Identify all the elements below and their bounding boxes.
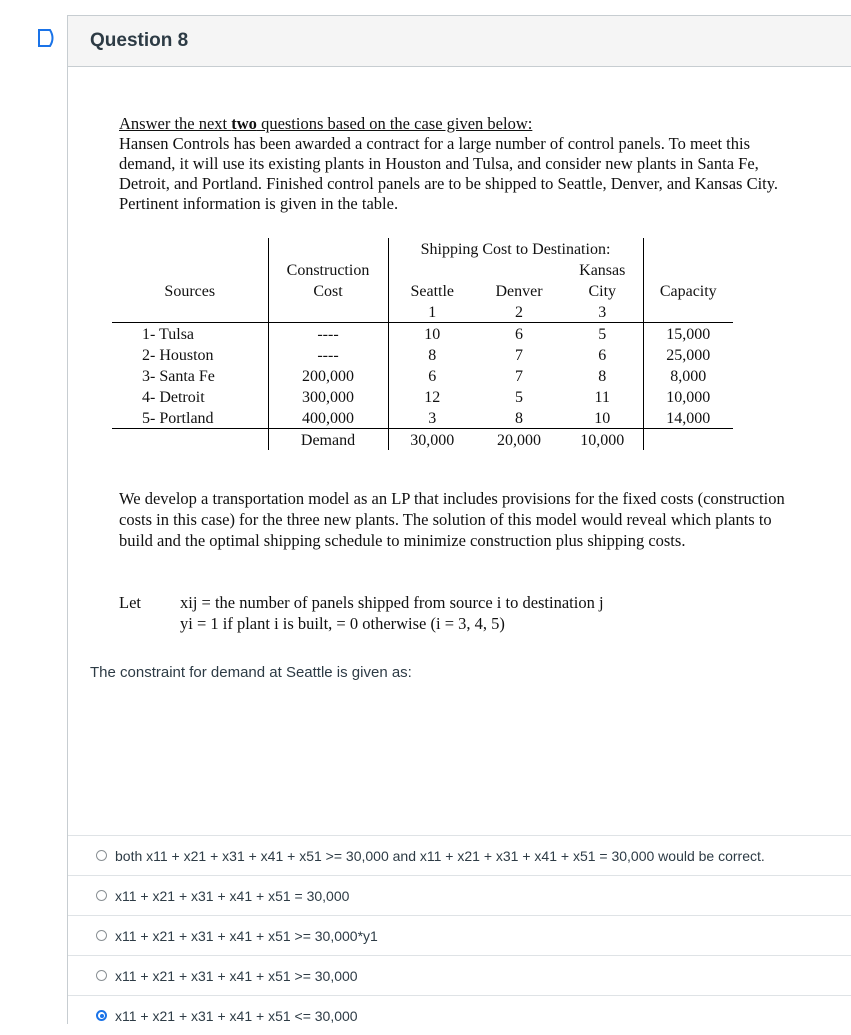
question-card (67, 15, 851, 1024)
radio-button[interactable] (96, 850, 107, 861)
denver-header: Denver (495, 283, 543, 300)
answer-list (68, 835, 851, 1035)
demand-cell: 10,000 (580, 432, 625, 449)
radio-button[interactable] (96, 930, 107, 941)
shipping-header: Shipping Cost to Destination: (388, 238, 643, 259)
cost-seattle-cell: 12 (388, 386, 476, 407)
answer-label[interactable]: x11 + x21 + x31 + x41 + x51 = 30,000 (115, 887, 350, 904)
let-label: Let (119, 593, 141, 612)
cost-denver-cell: 7 (515, 368, 523, 385)
cost-kc-cell: 11 (594, 389, 610, 406)
capacity-cell: 15,000 (643, 323, 733, 345)
kansas-header: Kansas (579, 262, 626, 279)
demand-cell: 20,000 (497, 432, 541, 449)
source-cell: 4- Detroit (142, 389, 205, 406)
table-row (112, 407, 733, 429)
source-cell: 5- Portland (112, 407, 268, 429)
case-body: Hansen Controls has been awarded a contract for a large number of control panels. To meet this demand, it will use its existing plants in Houston and Tulsa, and consider new plants in Santa Fe, Detroit, and Portland. Finished control panels are to be shipped to Seattle, Denver, and Kansas City. Pertinent information is given in the table. (119, 134, 779, 213)
demand-label: Demand (268, 429, 388, 451)
cost-kc-cell: 6 (598, 347, 607, 364)
cost-seattle-cell: 3 (388, 407, 476, 429)
flag-question-icon[interactable] (37, 29, 57, 47)
table-row (112, 323, 733, 345)
def-y: yi = 1 if plant i is built, = 0 otherwise (i = 3, 4, 5) (180, 614, 505, 633)
cost-kc-cell: 5 (598, 326, 607, 343)
cost-cell: ---- (268, 344, 388, 365)
answer-label[interactable]: x11 + x21 + x31 + x41 + x51 <= 30,000 (115, 1007, 358, 1024)
source-cell: 2- Houston (142, 347, 214, 364)
cost-seattle-cell: 10 (388, 323, 476, 345)
case-text (119, 114, 809, 214)
answer-label[interactable]: x11 + x21 + x31 + x41 + x51 >= 30,000 (115, 967, 358, 984)
capacity-cell: 10,000 (643, 386, 733, 407)
answer-option[interactable] (68, 915, 851, 955)
demand-row (112, 429, 733, 451)
source-cell: 1- Tulsa (142, 326, 195, 343)
case-intro (119, 114, 809, 134)
construction-header: Construction (268, 259, 388, 280)
radio-button-selected[interactable] (96, 1010, 107, 1021)
radio-button[interactable] (96, 890, 107, 901)
capacity-header: Capacity (643, 280, 733, 301)
dest-number: 2 (476, 301, 562, 323)
model-paragraph: We develop a transportation model as an LP that includes provisions for the fixed costs (construction costs in this case) for the three new plants. The solution of this model would reveal which plants to build and the optimal shipping schedule to minimize construction plus shipping costs. (119, 489, 785, 550)
cost-cell: 400,000 (268, 407, 388, 429)
intro-rest: questions based on the case given below: (256, 114, 533, 133)
cost-kc-cell: 8 (598, 368, 607, 385)
dest-number: 1 (388, 301, 476, 323)
sources-header: Sources (164, 283, 216, 300)
answer-option[interactable] (68, 955, 851, 995)
question-prompt: The constraint for demand at Seattle is given as: (90, 664, 412, 681)
answer-label[interactable]: x11 + x21 + x31 + x41 + x51 >= 30,000*y1 (115, 927, 378, 944)
source-cell: 3- Santa Fe (142, 368, 215, 385)
radio-button[interactable] (96, 970, 107, 981)
cost-header: Cost (268, 280, 388, 301)
table-row (112, 365, 733, 386)
shipping-table (112, 238, 733, 450)
def-x: xij = the number of panels shipped from source i to destination j (180, 593, 604, 612)
city-header: City (588, 283, 617, 300)
table-row (112, 344, 733, 365)
demand-cell: 30,000 (388, 429, 476, 451)
cost-denver-cell: 8 (476, 407, 562, 429)
capacity-cell: 14,000 (643, 407, 733, 429)
intro-text: Answer the next (119, 114, 232, 133)
answer-option[interactable] (68, 995, 851, 1035)
capacity-cell: 8,000 (643, 365, 733, 386)
intro-bold: two (231, 114, 257, 133)
answer-option[interactable] (68, 875, 851, 915)
seattle-header: Seattle (388, 280, 476, 301)
answer-option[interactable] (68, 835, 851, 875)
cost-cell: ---- (268, 323, 388, 345)
cost-seattle-cell: 8 (388, 344, 476, 365)
cost-cell: 300,000 (268, 386, 388, 407)
question-header (68, 16, 851, 67)
cost-denver-cell: 7 (515, 347, 523, 364)
table-row (112, 386, 733, 407)
question-title: Question 8 (90, 30, 189, 51)
cost-denver-cell: 5 (515, 389, 523, 406)
capacity-cell: 25,000 (643, 344, 733, 365)
cost-cell: 200,000 (268, 365, 388, 386)
cost-seattle-cell: 6 (388, 365, 476, 386)
cost-kc-cell: 10 (562, 407, 643, 429)
answer-label[interactable]: both x11 + x21 + x31 + x41 + x51 >= 30,000 and x11 + x21 + x31 + x41 + x51 = 30,000 would be correct. (115, 847, 765, 864)
cost-denver-cell: 6 (515, 326, 523, 343)
dest-number: 3 (562, 301, 643, 323)
